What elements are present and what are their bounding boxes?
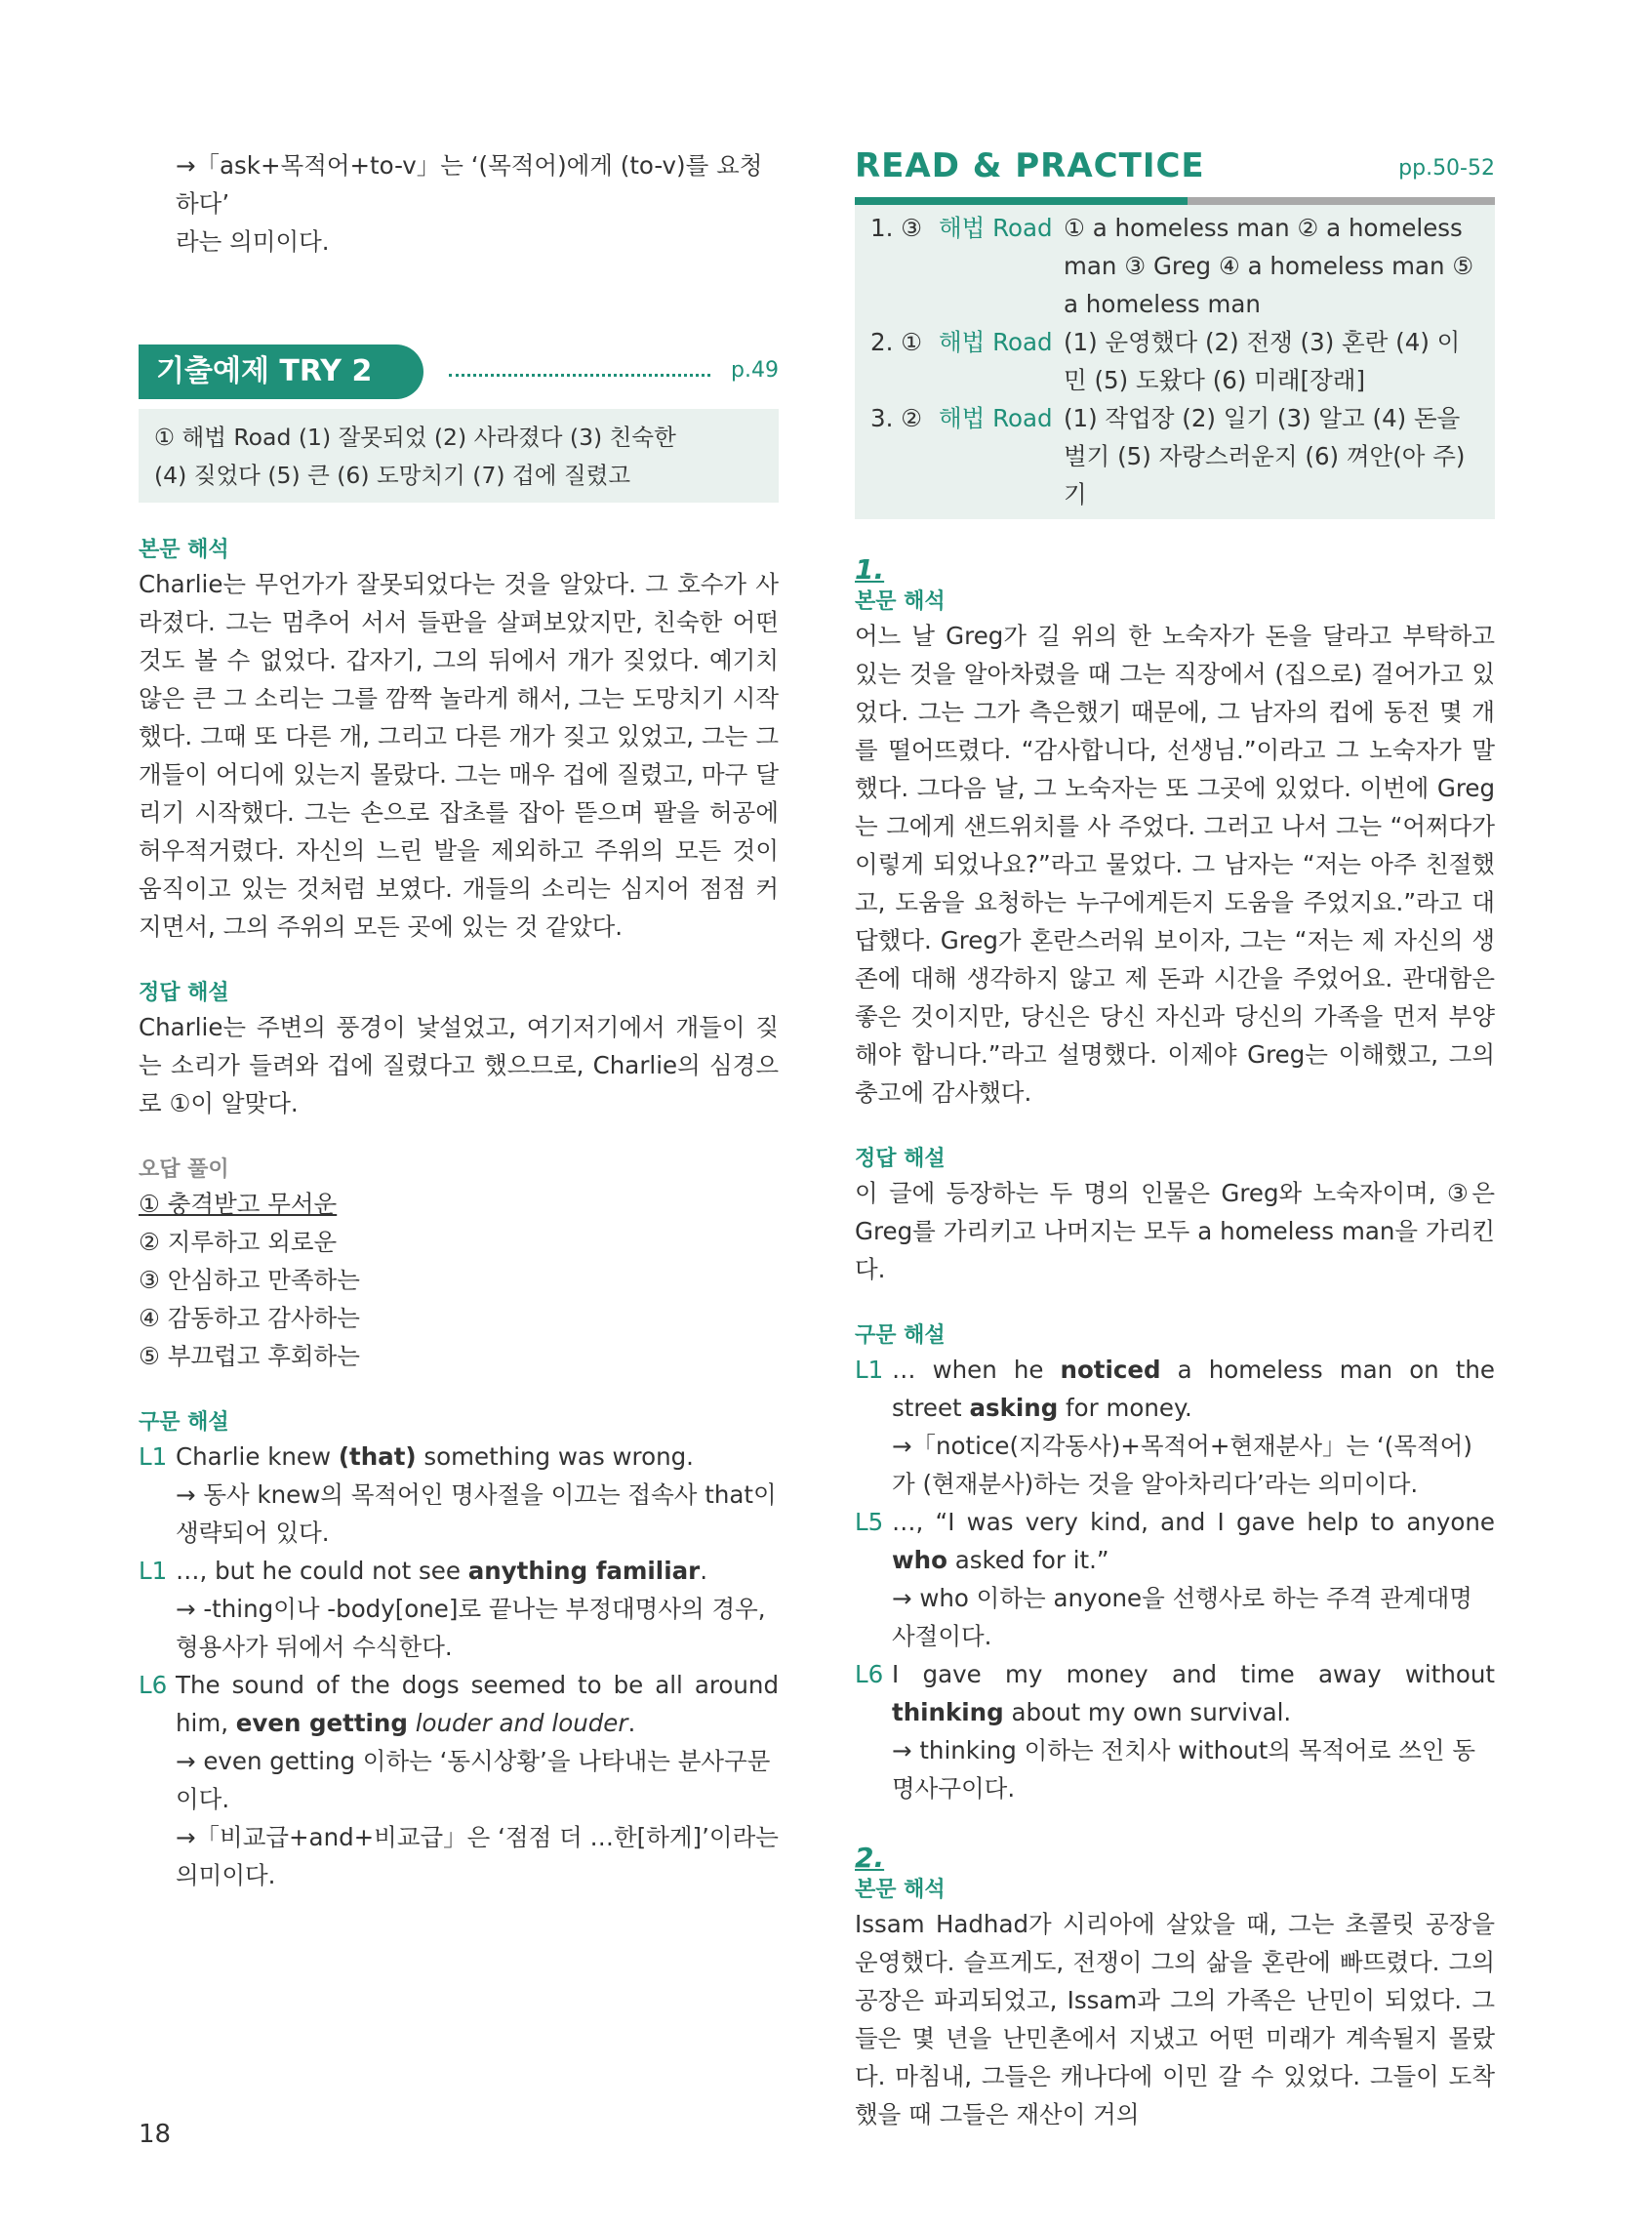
page-number: 18: [139, 2120, 172, 2149]
gumun-note: →「notice(지각동사)+목적어+현재분사」는 ‘(목적어)가 (현재분사)하는 것을 알아차리다’라는 의미이다.: [892, 1432, 1472, 1498]
line-ref: L1: [139, 1442, 168, 1471]
section-number: 1.: [855, 553, 885, 586]
gumun-sentence: …, “I was very kind, and I gave help to anyone who asked for it.”: [892, 1508, 1495, 1574]
odap-item: ⑤ 부끄럽고 후회하는: [139, 1342, 360, 1370]
line-ref: L1: [139, 1557, 168, 1585]
rp-header: [855, 146, 1495, 197]
gumun-note: → who 이하는 anyone을 선행사로 하는 주격 관계대명사절이다.: [892, 1584, 1472, 1650]
gumun-sentence: Charlie knew (that) something was wrong.: [176, 1442, 694, 1471]
try-title: 기출예제 TRY 2: [139, 344, 423, 399]
try-answer-line: (4) 짖었다 (5) 큰 (6) 도망치기 (7) 겁에 질렸고: [154, 462, 631, 489]
line-ref: L6: [139, 1671, 168, 1699]
line-ref: L5: [855, 1508, 884, 1536]
line-ref: L1: [855, 1356, 884, 1384]
gumun-sentence: I gave my money and time away without thinking about my own survival.: [892, 1660, 1495, 1726]
jeongdap-label: 정답 해설: [139, 981, 229, 1005]
rp-answer-text: (1) 작업장 (2) 일기 (3) 알고 (4) 돈을 벌기 (5) 자랑스러운지 (6) 껴안(아 주)기: [1064, 404, 1466, 508]
rp-answer-box: [855, 205, 1495, 519]
bonmun-text: Charlie는 무언가가 잘못되었다는 것을 알았다. 그 호수가 사라졌다. 그는 멈추어 서서 들판을 살펴보았지만, 친숙한 어떤 것도 볼 수 없었다. 갑자기, 그의 뒤에서 개가 짖었다. 예기치 않은 큰 그 소리는 그를 깜짝 놀라게 해서, 그는 도망치기 시작했다. 그때 또 다른 개, 그리고 다른 개가 짖고 있었고, 그는 그 개들이 어디에 있는지 몰랐다. 그는 매우 겁에 질렸고, 마구 달리기 시작했다. 그는 손으로 잡초를 잡아 뜯으며 팔을 허공에 허우적거렸다. 자신의 느린 발을 제외하고 주위의 모든 것이 움직이고 있는 것처럼 보였다. 개들의 소리는 심지어 점점 커지면서, 그의 주위의 모든 곳에 있는 것 같았다.: [139, 570, 779, 941]
dotted-divider: [449, 374, 710, 377]
rp-answer-text: ① a homeless man ② a homeless man ③ Greg ④ a homeless man ⑤ a homeless man: [1064, 214, 1474, 318]
gumun-note: →「비교급+and+비교급」은 ‘점점 더 …한[하게]’이라는 의미이다.: [176, 1823, 779, 1889]
rp-title: READ & PRACTICE: [855, 146, 1205, 185]
gumun-item: [139, 1438, 779, 1476]
try-header: [139, 344, 779, 399]
jeongdap-label: 정답 해설: [855, 1147, 946, 1171]
right-column: [855, 146, 1495, 2133]
jeongdap-text: 이 글에 등장하는 두 명의 인물은 Greg와 노숙자이며, ③은 Greg를 가리키고 나머지는 모두 a homeless man을 가리킨다.: [855, 1179, 1495, 1283]
section-number: 2.: [855, 1842, 885, 1874]
intro-note-line: →「ask+목적어+to-v」는 ‘(목적어)에게 (to-v)를 요청하다’: [176, 151, 763, 218]
intro-note-line: 라는 의미이다.: [176, 227, 330, 256]
rp-answer-text: (1) 운영했다 (2) 전쟁 (3) 혼란 (4) 이민 (5) 도왔다 (6) 미래[장래]: [1064, 328, 1461, 394]
left-column: [139, 146, 779, 1894]
odap-item: ① 충격받고 무서운: [139, 1190, 338, 1218]
gumun-item: [139, 1666, 779, 1742]
gumun-sentence: …, but he could not see anything familiar.: [176, 1557, 708, 1585]
gumun-item: [855, 1351, 1495, 1427]
try-answer-box: [139, 409, 779, 503]
gumun-label: 구문 해설: [855, 1323, 946, 1348]
odap-label: 오답 풀이: [139, 1157, 229, 1182]
try-answer-line: ① 해법 Road (1) 잘못되었 (2) 사라졌다 (3) 친숙한: [154, 424, 676, 451]
gumun-note: → thinking 이하는 전치사 without의 목적어로 쓰인 동명사구이다.: [892, 1736, 1476, 1803]
rp-answer-row: [870, 209, 1479, 323]
intro-note: [139, 146, 779, 261]
gumun-label: 구문 해설: [139, 1410, 229, 1435]
line-ref: L6: [855, 1660, 884, 1688]
odap-list: [139, 1185, 779, 1375]
gumun-item: [855, 1655, 1495, 1731]
rp-answer-label: 해법 Road: [939, 328, 1053, 356]
gumun-item: [139, 1552, 779, 1590]
odap-item: ③ 안심하고 만족하는: [139, 1266, 360, 1294]
rp-answer-label: 해법 Road: [939, 404, 1053, 432]
bonmun-label: 본문 해석: [139, 538, 229, 562]
rp-divider: [855, 197, 1495, 205]
rp-answer-label: 해법 Road: [939, 214, 1053, 242]
bonmun-label: 본문 해석: [855, 589, 946, 614]
rp-answer-num: 3. ②: [870, 404, 923, 432]
gumun-item: [855, 1503, 1495, 1579]
bonmun-text: 어느 날 Greg가 길 위의 한 노숙자가 돈을 달라고 부탁하고 있는 것을 알아차렸을 때 그는 직장에서 (집으로) 걸어가고 있었다. 그는 그가 측은했기 때문에, 그 남자의 컵에 동전 몇 개를 떨어뜨렸다. “감사합니다, 선생님.”이라고 그 노숙자가 말했다. 그다음 날, 그 노숙자는 또 그곳에 있었다. 이번에 Greg는 그에게 샌드위치를 사 주었다. 그러고 나서 그는 “어쩌다가 이렇게 되었나요?”라고 물었다. 그 남자는 “저는 아주 친절했고, 도움을 요청하는 누구에게든지 도움을 주었지요.”라고 대답했다. Greg가 혼란스러워 보이자, 그는 “저는 제 자신의 생존에 대해 생각하지 않고 제 돈과 시간을 주었어요. 관대함은 좋은 것이지만, 당신은 당신 자신과 당신의 가족을 먼저 부양해야 합니다.”라고 설명했다. 이제야 Greg는 이해했고, 그의 충고에 감사했다.: [855, 622, 1495, 1107]
rp-answer-num: 2. ①: [870, 328, 923, 356]
gumun-note: → even getting 이하는 ‘동시상황’을 나타내는 분사구문이다.: [176, 1747, 771, 1813]
odap-item: ② 지루하고 외로운: [139, 1228, 338, 1256]
rp-answer-row: [870, 399, 1479, 513]
gumun-sentence: The sound of the dogs seemed to be all around him, even getting louder and louder.: [176, 1671, 779, 1737]
odap-item: ④ 감동하고 감사하는: [139, 1304, 360, 1332]
jeongdap-text: Charlie는 주변의 풍경이 낯설었고, 여기저기에서 개들이 짖는 소리가 들려와 겁에 질렸다고 했으므로, Charlie의 심경으로 ①이 알맞다.: [139, 1013, 779, 1117]
bonmun-label: 본문 해석: [855, 1878, 946, 1902]
gumun-note: → 동사 knew의 목적어인 명사절을 이끄는 접속사 that이 생략되어 있다.: [176, 1480, 777, 1547]
gumun-sentence: … when he noticed a homeless man on the street asking for money.: [892, 1356, 1495, 1422]
bonmun-text: Issam Hadhad가 시리아에 살았을 때, 그는 초콜릿 공장을 운영했다. 슬프게도, 전쟁이 그의 삶을 혼란에 빠뜨렸다. 그의 공장은 파괴되었고, Issam과 그의 가족은 난민이 되었다. 그들은 몇 년을 난민촌에서 지냈고 어떤 미래가 계속될지 몰랐다. 마침내, 그들은 캐나다에 이민 갈 수 있었다. 그들이 도착했을 때 그들은 재산이 거의: [855, 1910, 1495, 2128]
rp-answer-row: [870, 323, 1479, 399]
rp-page-ref: pp.50-52: [1398, 156, 1495, 181]
rp-answer-num: 1. ③: [870, 214, 923, 242]
try-page-ref: p.49: [731, 358, 779, 383]
gumun-note: → -thing이나 -body[one]로 끝나는 부정대명사의 경우, 형용사가 뒤에서 수식한다.: [176, 1595, 766, 1661]
